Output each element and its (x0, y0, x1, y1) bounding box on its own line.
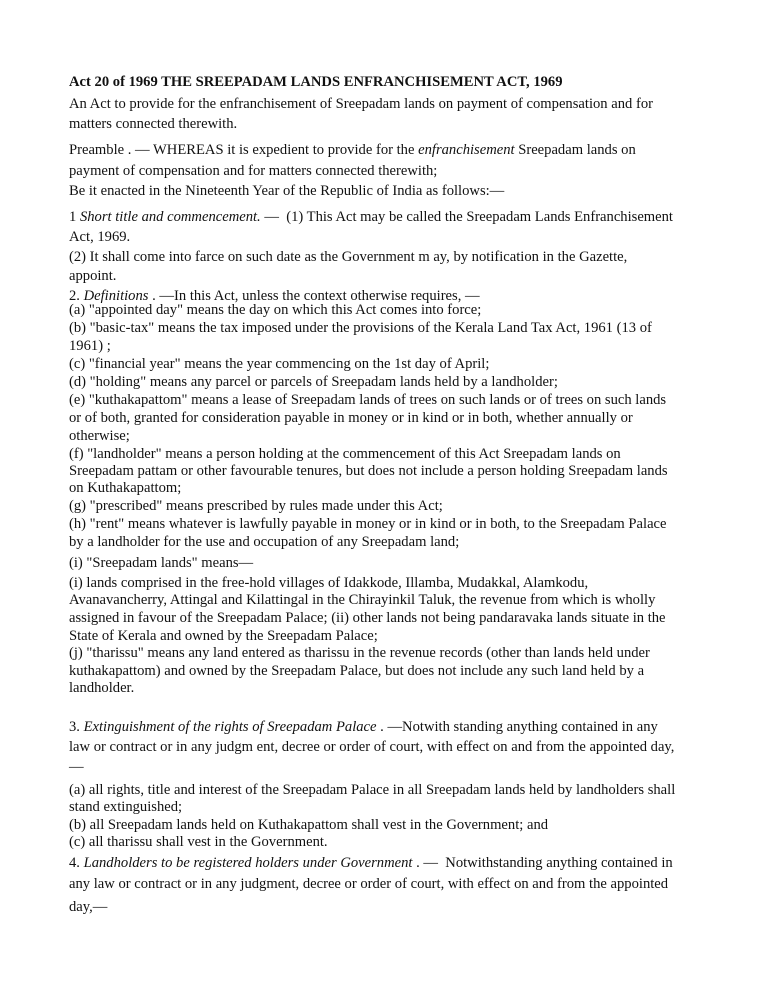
text-line (69, 718, 658, 736)
text-segment: Sreepadam pattam or other favourable tenures, but does not include a person holding Sreepadam lands (69, 463, 668, 479)
text-line (69, 462, 668, 480)
text-segment: Sreepadam lands on (514, 142, 636, 158)
text-segment: law or contract or in any judgm ent, decree or order of court, with effect on and from the appointed day, (69, 739, 675, 755)
text-line (69, 267, 116, 285)
text-segment: 1961) ; (69, 338, 111, 354)
text-line (69, 854, 673, 872)
section-heading: Short title and commencement. (79, 209, 261, 225)
text-segment: Preamble . — WHEREAS it is expedient to provide for the (69, 142, 419, 158)
text-line (69, 627, 378, 645)
text-segment: (b) "basic-tax" means the tax imposed under the provisions of the Kerala Land Tax Act, 1961 (13 of (69, 320, 652, 336)
text-segment: (h) "rent" means whatever is lawfully payable in money or in kind or in both, to the Sreepadam Palace (69, 516, 667, 532)
text-line (69, 319, 652, 337)
text-segment: by a landholder for the use and occupation of any Sreepadam land; (69, 534, 460, 550)
text-line (69, 574, 588, 592)
text-line (69, 248, 627, 266)
text-line (69, 182, 504, 200)
text-segment: (a) "appointed day" means the day on which this Act comes into force; (69, 302, 482, 318)
section-heading: Extinguishment of the rights of Sreepadam Palace (83, 719, 377, 735)
text-line (69, 644, 650, 662)
text-segment: stand extinguished; (69, 799, 183, 815)
section-heading: Landholders to be registered holders under Government (83, 855, 413, 871)
text-line (69, 898, 107, 916)
text-segment: (g) "prescribed" means prescribed by rules made under this Act; (69, 498, 443, 514)
text-segment: Act 20 of 1969 THE SREEPADAM LANDS ENFRANCHISEMENT ACT, 1969 (69, 74, 563, 90)
text-segment: landholder. (69, 680, 135, 696)
text-line (69, 95, 653, 113)
text-line (69, 515, 667, 533)
text-segment: . —In this Act, unless the context otherwise requires, — (148, 288, 480, 304)
text-segment: — (1) This Act may be called the Sreepadam Lands Enfranchisement (260, 209, 673, 225)
text-segment: (a) all rights, title and interest of the Sreepadam Palace in all Sreepadam lands held by landholders shall (69, 782, 676, 798)
text-line (69, 162, 437, 180)
text-segment: (i) "Sreepadam lands" means— (69, 555, 254, 571)
text-segment: 4. (69, 855, 84, 871)
text-segment: An Act to provide for the enfranchisement of Sreepadam lands on payment of compensation and for (69, 96, 653, 112)
section-heading: enfranchisement (418, 142, 515, 158)
text-line (69, 833, 328, 851)
text-segment: Act, 1969. (69, 229, 131, 245)
text-line (69, 337, 111, 355)
text-line (69, 301, 481, 319)
document-title (69, 73, 563, 91)
text-line (69, 228, 130, 246)
text-line (69, 662, 644, 680)
text-segment: (2) It shall come into farce on such date as the Government m ay, by notification in the Gazette, (69, 249, 628, 265)
text-segment: (i) lands comprised in the free-hold villages of Idakkode, Illamba, Mudakkal, Alamkodu, (69, 575, 589, 591)
text-line (69, 208, 673, 226)
text-segment: or of both, granted for consideration payable in money or in kind or in both, whether annually or (69, 410, 633, 426)
text-segment: (b) all Sreepadam lands held on Kuthakapattom shall vest in the Government; and (69, 817, 549, 833)
text-line (69, 609, 666, 627)
text-line (69, 554, 253, 572)
text-segment: payment of compensation and for matters connected therewith; (69, 163, 438, 179)
text-segment: (j) "tharissu" means any land entered as tharissu in the revenue records (other than lands held under (69, 645, 650, 661)
text-segment: 3. (69, 719, 84, 735)
text-line (69, 798, 182, 816)
text-line (69, 533, 459, 551)
text-segment: otherwise; (69, 428, 130, 444)
text-segment: (d) "holding" means any parcel or parcels of Sreepadam lands held by a landholder; (69, 374, 558, 390)
text-line (69, 373, 558, 391)
text-segment: Avanavancherry, Attingal and Kilattingal in the Chirayinkil Taluk, the revenue from which is wholly (69, 592, 656, 608)
text-segment: (f) "landholder" means a person holding at the commencement of this Act Sreepadam lands on (69, 446, 621, 462)
text-segment: Be it enacted in the Nineteenth Year of the Republic of India as follows:— (69, 183, 505, 199)
text-line (69, 115, 237, 133)
text-line (69, 479, 181, 497)
text-segment: appoint. (69, 268, 117, 284)
text-segment: any law or contract or in any judgment, decree or order of court, with effect on and from the appointed (69, 876, 669, 892)
text-line (69, 679, 134, 697)
text-segment: . — Notwithstanding anything contained in (412, 855, 673, 871)
text-line (69, 497, 443, 515)
text-segment: — (69, 759, 84, 775)
text-line (69, 427, 130, 445)
text-segment: 1 (69, 209, 80, 225)
text-line (69, 591, 655, 609)
text-segment: assigned in favour of the Sreepadam Palace; (ii) other lands not being pandaravaka lands situate in the (69, 610, 666, 626)
text-segment: matters connected therewith. (69, 116, 238, 132)
text-segment: on Kuthakapattom; (69, 480, 182, 496)
text-line (69, 141, 636, 159)
text-line (69, 781, 675, 799)
text-line (69, 409, 633, 427)
text-segment: (c) "financial year" means the year commencing on the 1st day of April; (69, 356, 490, 372)
section-heading: Definitions (83, 288, 149, 304)
text-segment: day,— (69, 899, 108, 915)
text-line (69, 875, 668, 893)
text-segment: kuthakapattom) and owned by the Sreepadam Palace, but does not include any such land held by a (69, 663, 645, 679)
text-line (69, 445, 621, 463)
text-segment: (c) all tharissu shall vest in the Government. (69, 834, 328, 850)
text-segment: State of Kerala and owned by the Sreepadam Palace; (69, 628, 378, 644)
text-line (69, 738, 674, 756)
text-line (69, 355, 489, 373)
text-segment: . —Notwith standing anything contained in any (376, 719, 658, 735)
text-line (69, 391, 666, 409)
text-line (69, 758, 84, 776)
text-segment: 2. (69, 288, 84, 304)
text-segment: (e) "kuthakapattom" means a lease of Sreepadam lands of trees on such lands or of trees on such lands (69, 392, 667, 408)
text-line (69, 816, 548, 834)
